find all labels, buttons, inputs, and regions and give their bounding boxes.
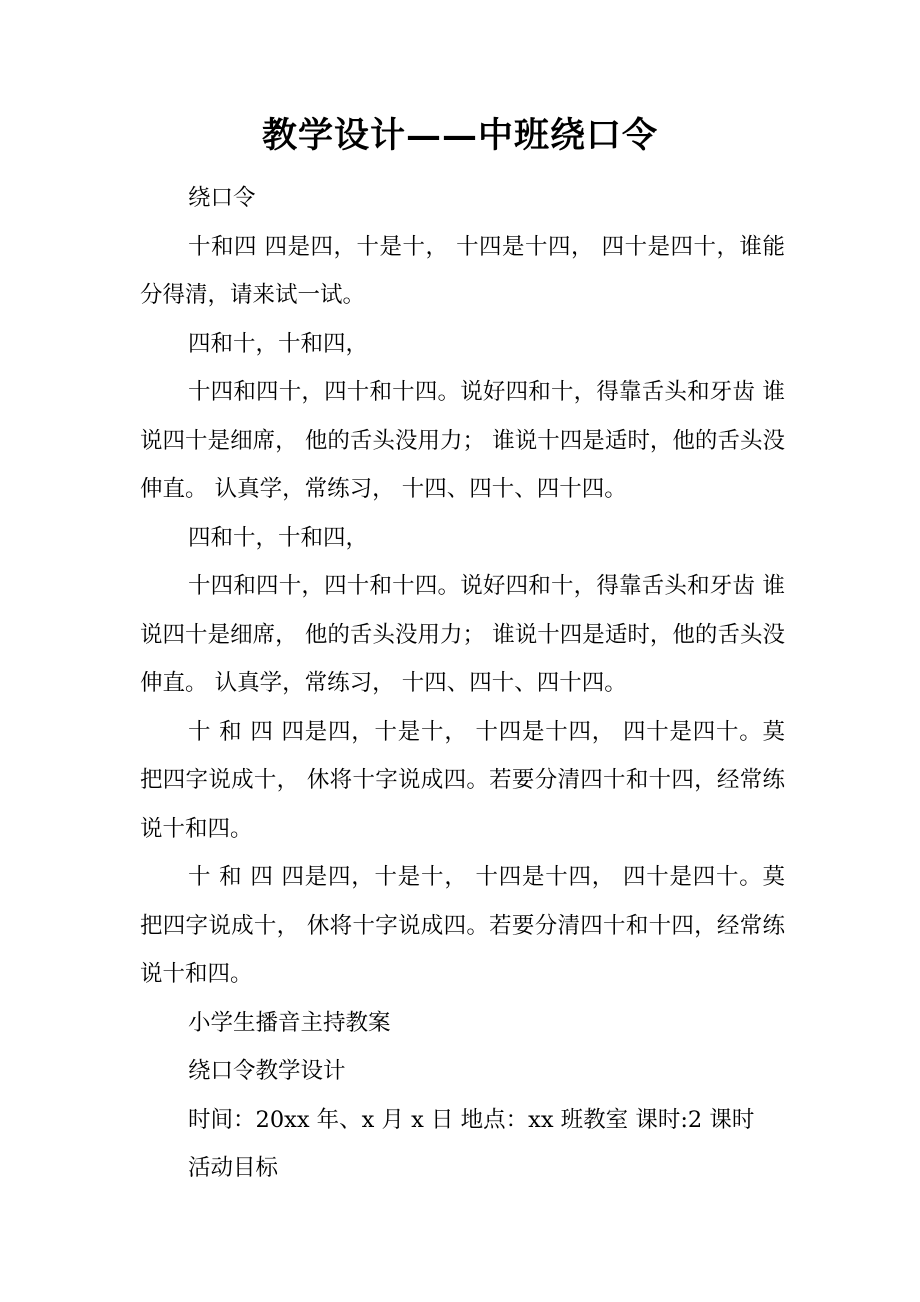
document-body (140, 174, 785, 1193)
paragraph-activity-goals: 活动目标 (188, 1155, 279, 1181)
paragraph: 十 和 四 四是四，十是十， 十四是十四， 四十是四十。莫把四字说成十， 休将十字说成四。若要分清四十和十四，经常练说十和四。 (140, 864, 785, 987)
paragraph: 四和十，十和四， (188, 330, 369, 357)
paragraph: 十四和四十，四十和十四。说好四和十，得靠舌头和牙齿 谁说四十是细席， 他的舌头没用力； 谁说十四是适时，他的舌头没伸直。 认真学，常练习， 十四、四十、四十四。 (140, 573, 785, 696)
paragraph: 四和十，十和四， (188, 524, 369, 551)
paragraph-time-location: 时间：20xx 年、x 月 x 日 地点：xx 班教室 课时:2 课时 (188, 1106, 755, 1133)
paragraph: 十四和四十，四十和十四。说好四和十，得靠舌头和牙齿 谁说四十是细席， 他的舌头没用力； 谁说十四是适时，他的舌头没伸直。 认真学，常练习， 十四、四十、四十四。 (140, 379, 785, 502)
document-title: 教学设计——中班绕口令 (261, 115, 658, 156)
paragraph: 十 和 四 四是四，十是十， 十四是十四， 四十是四十。莫把四字说成十， 休将十字说成四。若要分清四十和十四，经常练说十和四。 (140, 718, 785, 842)
paragraph-teaching-design-title: 绕口令教学设计 (188, 1058, 346, 1084)
paragraph-lesson-plan-title: 小学生播音主持教案 (188, 1009, 391, 1036)
paragraph: 十和四 四是四，十是十， 十四是十四， 四十是四十，谁能分得清，请来试一试。 (140, 233, 785, 308)
paragraph-heading-tongue-twister: 绕口令 (188, 185, 256, 211)
